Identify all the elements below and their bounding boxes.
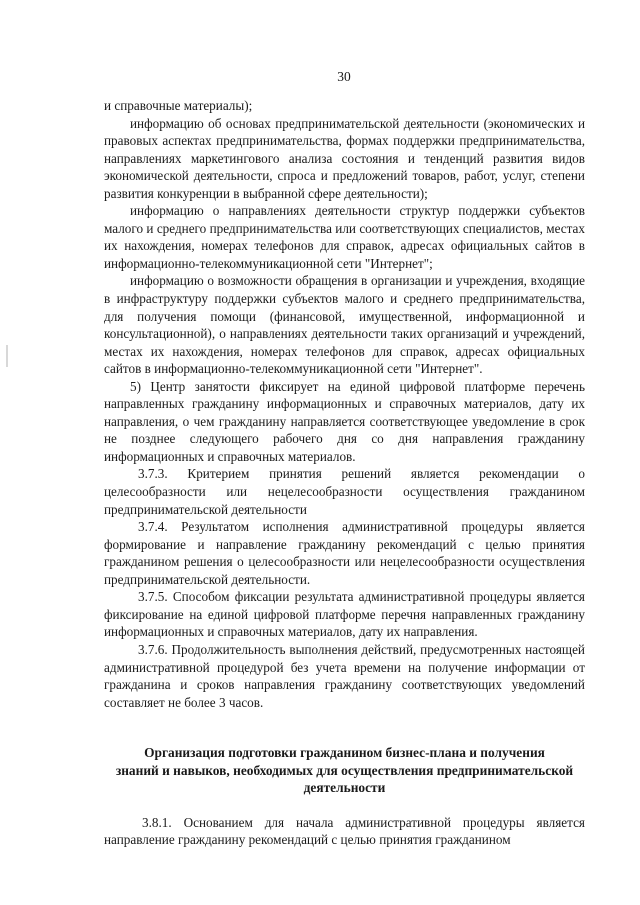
paragraph-3-7-6: 3.7.6. Продолжительность выполнения действий, предусмотренных настоящей административной процедурой без учета времени на получение информации от гражданина и сроков направления гражданину соответствующих уведомлений составляет не более 3 часов. [104,641,585,710]
document-body [104,97,585,849]
paragraph-3-7-4: 3.7.4. Результатом исполнения административной процедуры является формирование и направление гражданину рекомендаций с целью принятия гражданином решения о целесообразности или нецелесообразности осуществления предпринимательской деятельности. [104,519,585,587]
paragraph-support-structures: информацию о направлениях деятельности структур поддержки субъектов малого и среднего предпринимательства или соответствующих специалистов, местах их нахождения, номерах телефонов для справок, адресах официальных сайтов в информационно-телекоммуникационной сети "Интернет"; [104,203,585,271]
scan-artifact [6,345,8,367]
heading-line: знаний и навыков, необходимых для осуществления предпринимательской [115,762,574,778]
heading-line: деятельности [303,780,386,796]
paragraph-3-8-1: 3.8.1. Основанием для начала административной процедуры является направление гражданину рекомендаций с целью принятия гражданином [104,814,585,848]
page-number: 30 [337,69,351,84]
paragraph-employment-center: 5) Центр занятости фиксирует на единой цифровой платформе перечень направленных гражданину информационных и справочных материалов, дату их направления, о чем гражданину направляется соответствующее уведомление в срок не позднее следующего рабочего дня со дня направления гражданину информационных и справочных материалов. [104,378,585,464]
paragraph-business-basics: информацию об основах предпринимательской деятельности (экономических и правовых аспектах предпринимательства, формах поддержки предпринимательства, направлениях маркетингового анализа состояния и тенденций развития видов экономической деятельности, спроса и предложений товаров, работ, услуг, степени развития конкуренции в выбранной сфере деятельности); [104,115,585,201]
paragraph-continuation: и справочные материалы); [104,98,253,113]
section-heading [104,744,585,797]
heading-line: Организация подготовки гражданином бизнес-плана и получения [144,745,545,761]
paragraph-3-7-3: 3.7.3. Критерием принятия решений является рекомендации о целесообразности или нецелесообразности осуществления гражданином предпринимательской деятельности [104,466,585,517]
paragraph-3-7-5: 3.7.5. Способом фиксации результата административной процедуры является фиксирование на единой цифровой платформе перечня направленных гражданину информационных и справочных материалов, дату их направления. [104,589,585,640]
paragraph-infrastructure: информацию о возможности обращения в организации и учреждения, входящие в инфраструктуру поддержки субъектов малого и среднего предпринимательства, для получения помощи (финансовой, имущественной, информационной и консультационной), о направлениях деятельности таких организаций и учреждений, местах их нахождения, номерах телефонов для справок, адресах официальных сайтов в информационно-телекоммуникационной сети "Интернет". [104,273,585,377]
